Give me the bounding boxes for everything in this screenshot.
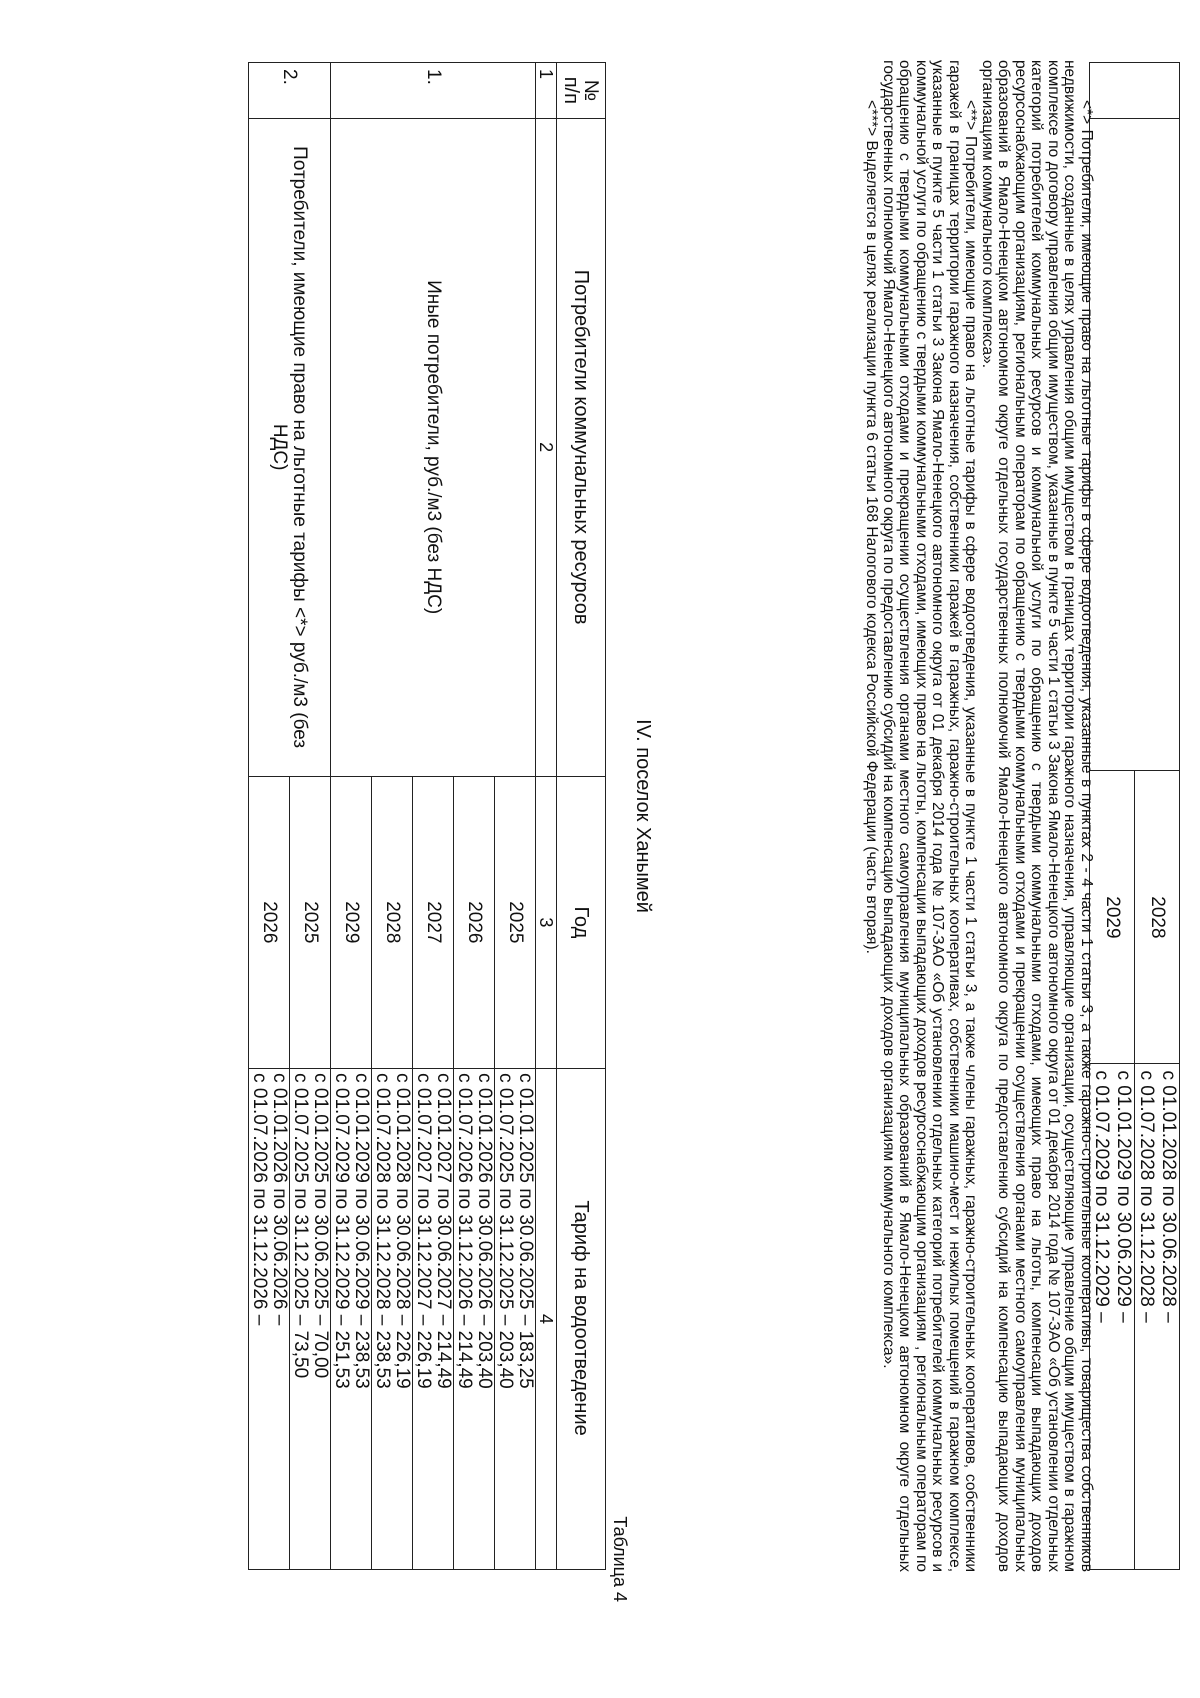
footnote: <**> Потребители, имеющие право на льготные тарифы в сфере водоотведения, указанные в пункте 1 части 1 статьи 3, а также члены гаражных, гаражно-строительных кооперативов, собственники гаражей в границах территории гаражного назначения, собственники гаражей в гаражных, гаражно-строительных кооперативах, собственники машино-мест и нежилых помещений в гаражном комплексе, указанные в пункте 5 части 1 статьи 3 Закона Ямало-Ненецкого автономного округа от 01 декабря 2014 года № 107-ЗАО «Об установлении отдельных категорий потребителей коммунальных ресурсов и коммунальной услуги по обращению с твердыми коммунальными отходами, имеющих право на льготы, компенсации выпадающих доходов ресурсоснабжающим организациям , региональным операторам по обращению с твердыми коммунальными отходами и прекращении осуществления органами местного самоуправления муниципальных образований в Ямало-Ненецком автономном округе отдельных государственных полномочий Ямало-Ненецкого автономного округа по предоставлению субсидий на компенсацию выпадающих доходов организациям коммунального комплекса». <box>880 60 980 1572</box>
tariff-cell <box>1135 1064 1180 1570</box>
tariff-line: с 01.01.2029 по 30.06.2029 – 238,53 <box>351 1073 372 1389</box>
tariff-table <box>248 62 606 1570</box>
tariff-line: с 01.07.2029 по 31.12.2029 – <box>1091 1070 1112 1323</box>
row-number: 1. <box>331 63 536 119</box>
tariff-line: с 01.01.2025 по 30.06.2025 – 70,00 <box>310 1073 331 1379</box>
year-cell: 2028 <box>1135 771 1180 1064</box>
year-cell: 2029 <box>331 776 372 1068</box>
header-year: Год <box>557 776 606 1068</box>
column-number-row <box>536 63 557 1570</box>
table-row <box>495 63 536 1570</box>
column-number: 2 <box>536 118 557 776</box>
header-consumers: Потребители коммунальных ресурсов <box>557 118 606 776</box>
year-cell: 2028 <box>372 776 413 1068</box>
tariff-line: с 01.07.2026 по 31.12.2026 – 214,49 <box>454 1073 475 1389</box>
tariff-line: с 01.01.2026 по 30.06.2026 – 203,40 <box>474 1073 495 1389</box>
tariff-cell <box>1090 1064 1135 1570</box>
header-num: № п/п <box>557 63 606 119</box>
column-number: 4 <box>536 1069 557 1570</box>
previous-table-continuation <box>1089 62 1180 1570</box>
year-cell: 2025 <box>495 776 536 1068</box>
footnote: <*> Потребители, имеющие право на льготные тарифы в сфере водоотведения, указанные в пунктах 2 - 4 части 1 статьи 3, а также гаражно-строительные кооперативы, товарищества собственников недвижимости, созданные в целях управления общим имуществом в границах территории гаражного назначения, управляющие организации, осуществляющие управление общим имуществом в гаражном комплексе по договору управления общим имуществом, указанные в пункте 5 части 1 статьи 3 Закона Ямало-Ненецкого автономного округа от 01 декабря 2014 года № 107-ЗАО «Об установлении отдельных категорий потребителей коммунальных ресурсов и коммунальной услуги по обращению с твердыми коммунальными отходами, имеющих право на льготы, компенсации выпадающих доходов ресурсоснабжающим организациям, региональным операторам по обращению с твердыми коммунальными отходами и прекращении осуществления органами местного самоуправления муниципальных образований в Ямало-Ненецком автономном округе отдельных государственных полномочий Ямало-Ненецкого автономного округа по предоставлению субсидий на компенсацию выпадающих доходов организациям коммунального комплекса». <box>979 60 1095 1572</box>
tariff-line: с 01.01.2028 по 30.06.2028 – <box>1158 1070 1179 1323</box>
tariff-cell <box>331 1069 372 1570</box>
tariff-line: с 01.07.2026 по 31.12.2026 – <box>249 1073 270 1326</box>
row-number: 2. <box>249 63 331 119</box>
tariff-line: с 01.01.2029 по 30.06.2029 – <box>1113 1070 1134 1323</box>
table-row <box>1135 63 1180 1570</box>
tariff-cell <box>290 1069 331 1570</box>
column-number: 3 <box>536 776 557 1068</box>
tariff-line: с 01.07.2027 по 31.12.2027 – 226,19 <box>413 1073 434 1389</box>
tariff-cell <box>372 1069 413 1570</box>
tariff-line: с 01.07.2025 по 31.12.2025 – 73,50 <box>290 1073 311 1379</box>
column-number: 1 <box>536 63 557 119</box>
tariff-cell <box>454 1069 495 1570</box>
consumer-category: Потребители, имеющие право на льготные тарифы <*> руб./м3 (без НДС) <box>249 118 331 776</box>
tariff-line: с 01.01.2028 по 30.06.2028 – 226,19 <box>392 1073 413 1389</box>
tariff-line: с 01.01.2025 по 30.06.2025 – 183,25 <box>515 1073 536 1389</box>
table-caption: Таблица 4 <box>610 1516 630 1602</box>
header-tariff: Тариф на водоотведение <box>557 1069 606 1570</box>
tariff-line: с 01.07.2028 по 31.12.2028 – <box>1136 1070 1157 1323</box>
year-cell: 2025 <box>290 776 331 1068</box>
section-title: IV. поселок Ханымей <box>632 719 654 913</box>
tariff-line: с 01.07.2028 по 31.12.2028 – 238,53 <box>372 1073 393 1389</box>
tariff-cell <box>413 1069 454 1570</box>
table-header-row <box>557 63 606 1570</box>
footnote: <***> Выделяется в целях реализации пункта 6 статьи 168 Налогового кодекса Российской Федерации (часть вторая). <box>863 100 881 954</box>
tariff-line: с 01.01.2027 по 30.06.2027 – 214,49 <box>433 1073 454 1389</box>
year-cell: 2029 <box>1090 771 1135 1064</box>
table-row <box>290 63 331 1570</box>
tariff-line: с 01.01.2026 по 30.06.2026 – <box>269 1073 290 1326</box>
footnotes <box>863 60 1094 1572</box>
tariff-cell <box>249 1069 290 1570</box>
table-cell <box>1090 118 1180 771</box>
tariff-line: с 01.07.2029 по 31.12.2029 – 251,53 <box>331 1073 352 1389</box>
year-cell: 2026 <box>454 776 495 1068</box>
year-cell: 2027 <box>413 776 454 1068</box>
tariff-line: с 01.07.2025 по 31.12.2025 – 203,40 <box>495 1073 516 1389</box>
year-cell: 2026 <box>249 776 290 1068</box>
tariff-cell <box>495 1069 536 1570</box>
consumer-category: Иные потребители, руб./м3 (без НДС) <box>331 118 536 776</box>
table-cell <box>1090 63 1180 119</box>
